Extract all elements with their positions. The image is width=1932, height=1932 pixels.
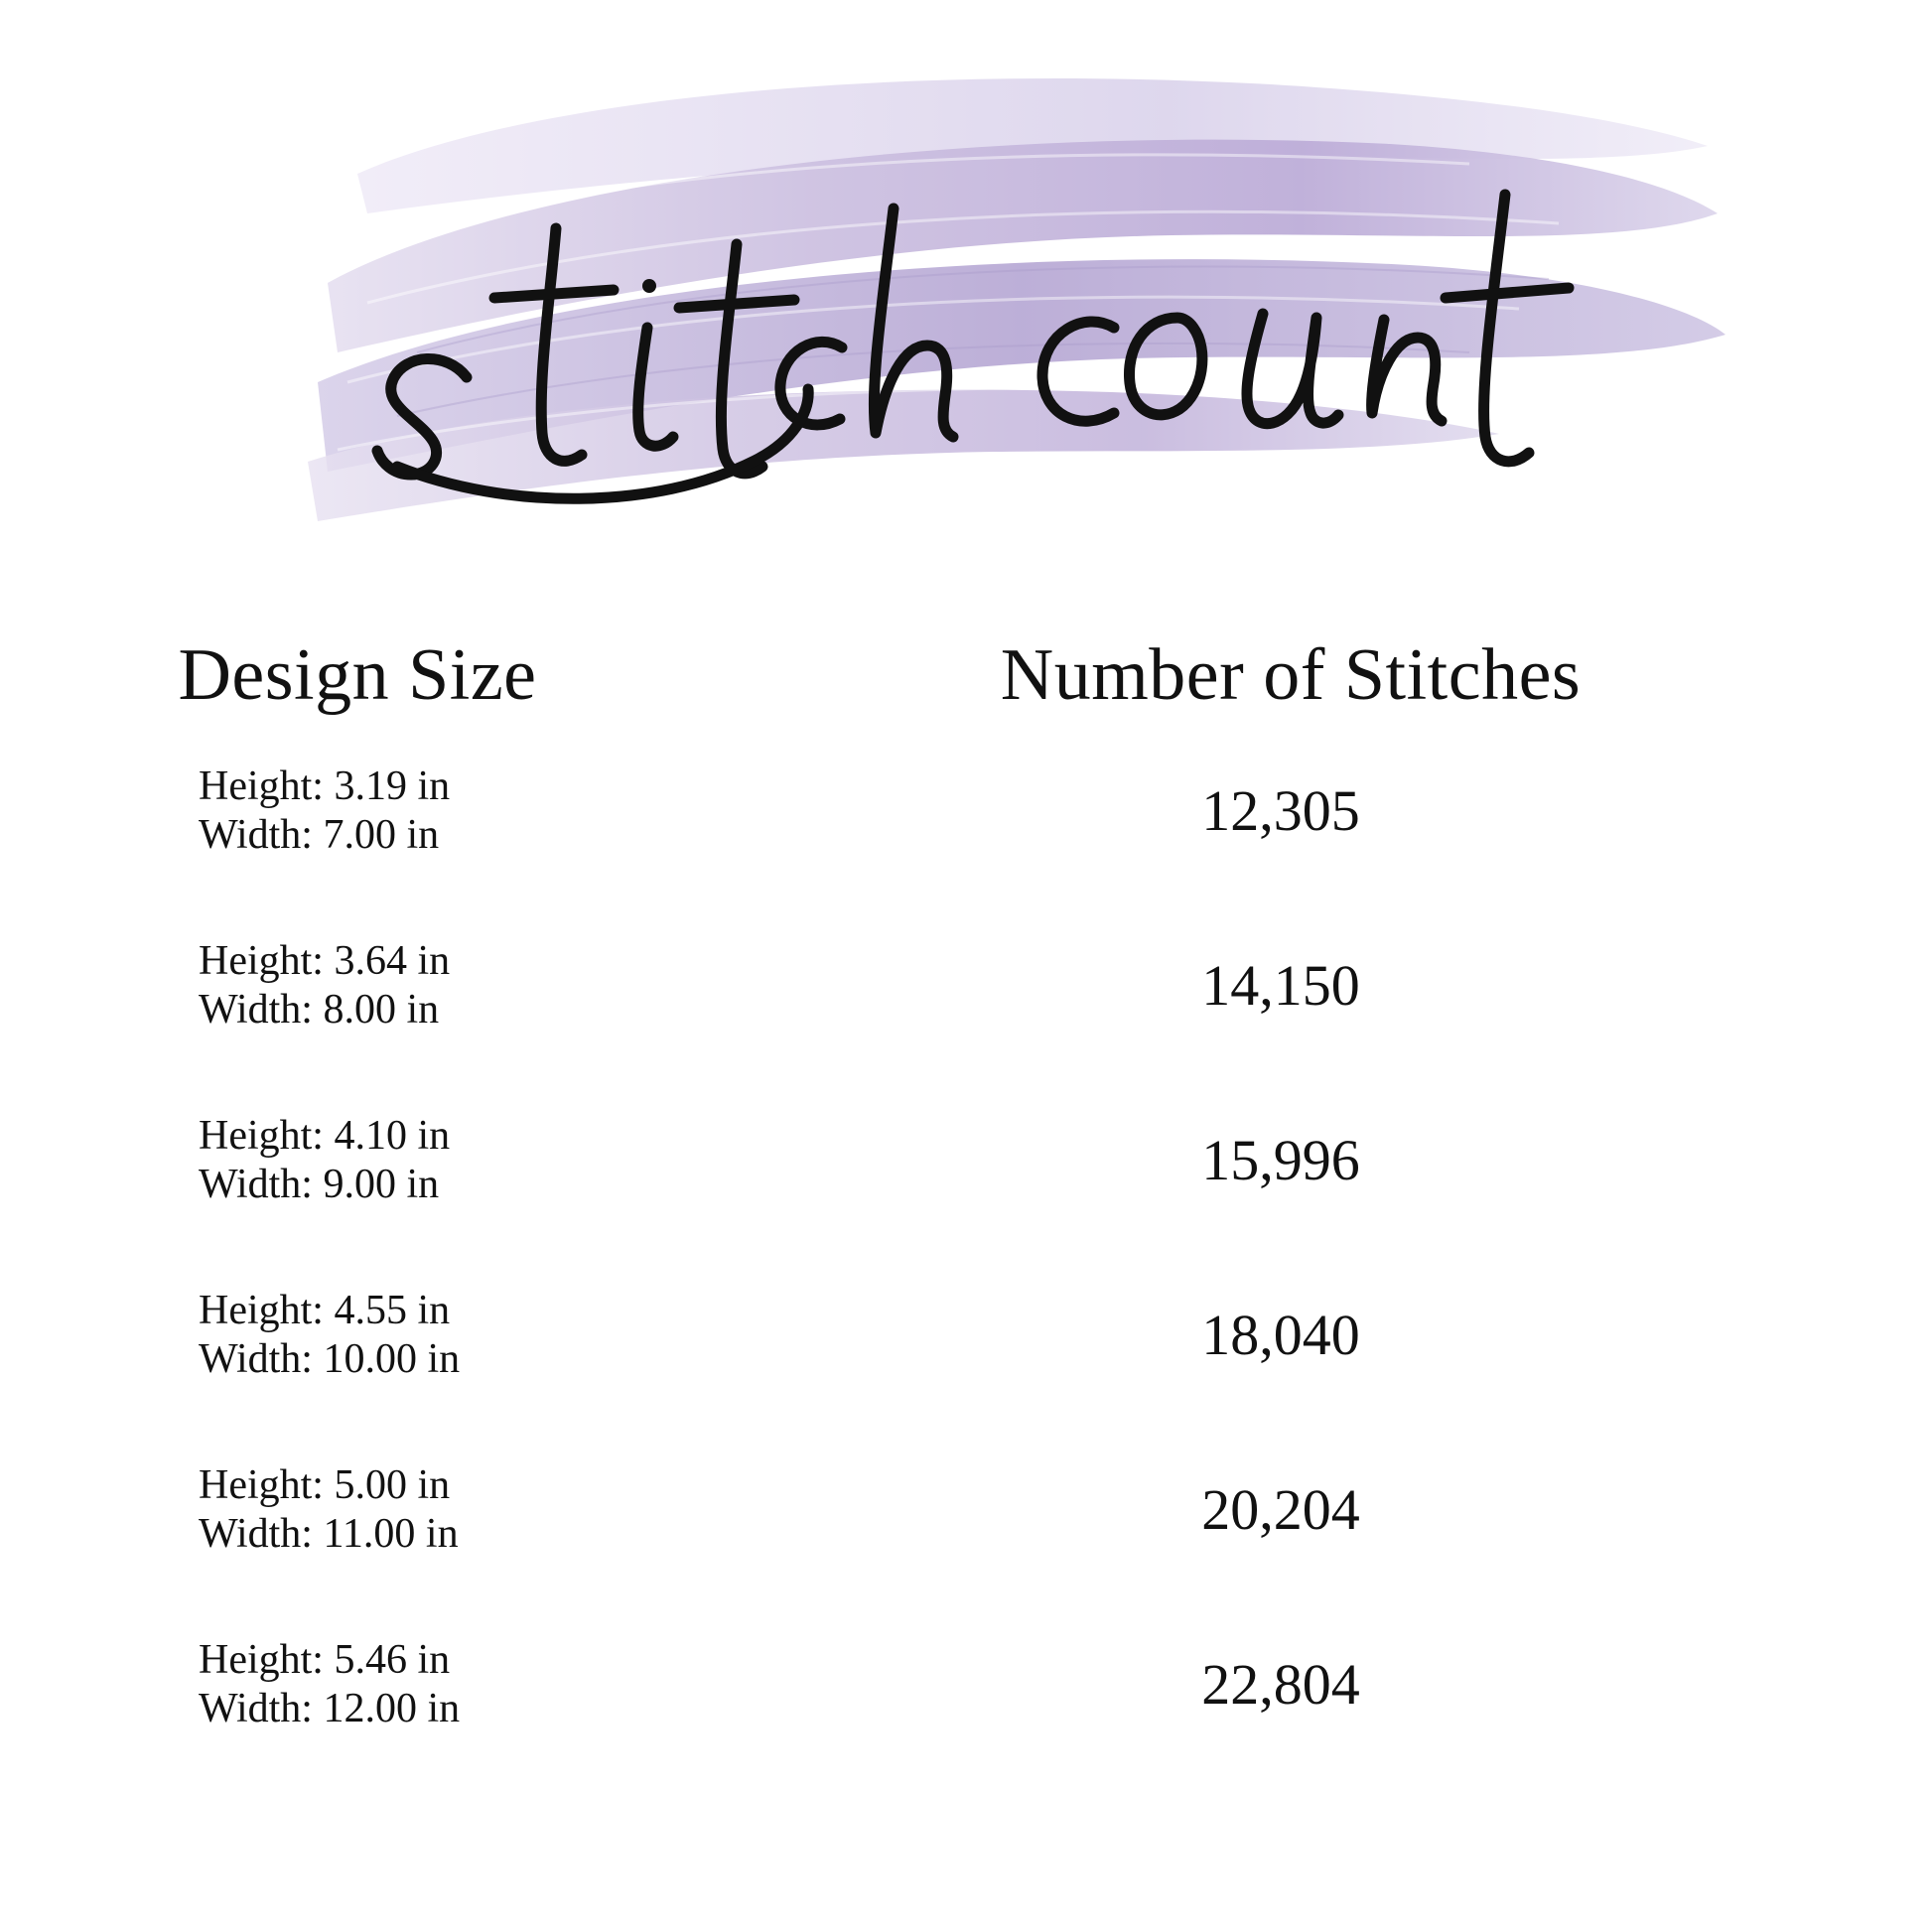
cell-stitch-count: 20,204 [1201,1477,1360,1543]
cell-stitch-count: 15,996 [1201,1128,1360,1193]
design-width-value: Width: 7.00 in [199,812,440,859]
column-header-design-size: Design Size [178,634,537,716]
table-row [0,1423,1932,1597]
design-width-value: Width: 11.00 in [199,1511,459,1558]
table-header-row [0,635,1932,724]
design-height-value: Height: 3.19 in [199,762,451,809]
cell-stitch-count: 22,804 [1201,1652,1360,1718]
table-row [0,898,1932,1073]
brush-stroke-graphic [298,55,1727,571]
cell-design-size [0,1461,695,1560]
stitch-count-table [0,635,1932,1772]
design-height-value: Height: 5.46 in [199,1636,451,1683]
column-header-number-of-stitches: Number of Stitches [1000,634,1582,716]
cell-design-size [0,1287,695,1385]
brush-stroke-svg [298,55,1727,571]
table-row [0,1597,1932,1772]
table-row [0,1248,1932,1423]
cell-stitch-count: 12,305 [1201,778,1360,844]
table-row [0,1073,1932,1248]
header-banner [0,0,1932,635]
table-row [0,724,1932,898]
design-height-value: Height: 5.00 in [199,1461,451,1508]
cell-stitch-count: 18,040 [1201,1303,1360,1368]
design-width-value: Width: 8.00 in [199,987,440,1034]
cell-design-size [0,1112,695,1210]
design-height-value: Height: 4.55 in [199,1287,451,1333]
design-height-value: Height: 4.10 in [199,1112,451,1159]
cell-design-size [0,1636,695,1734]
design-width-value: Width: 9.00 in [199,1162,440,1208]
cell-design-size [0,762,695,861]
cell-stitch-count: 14,150 [1201,953,1360,1019]
cell-design-size [0,937,695,1035]
design-width-value: Width: 12.00 in [199,1686,461,1732]
design-width-value: Width: 10.00 in [199,1336,461,1383]
design-height-value: Height: 3.64 in [199,937,451,984]
